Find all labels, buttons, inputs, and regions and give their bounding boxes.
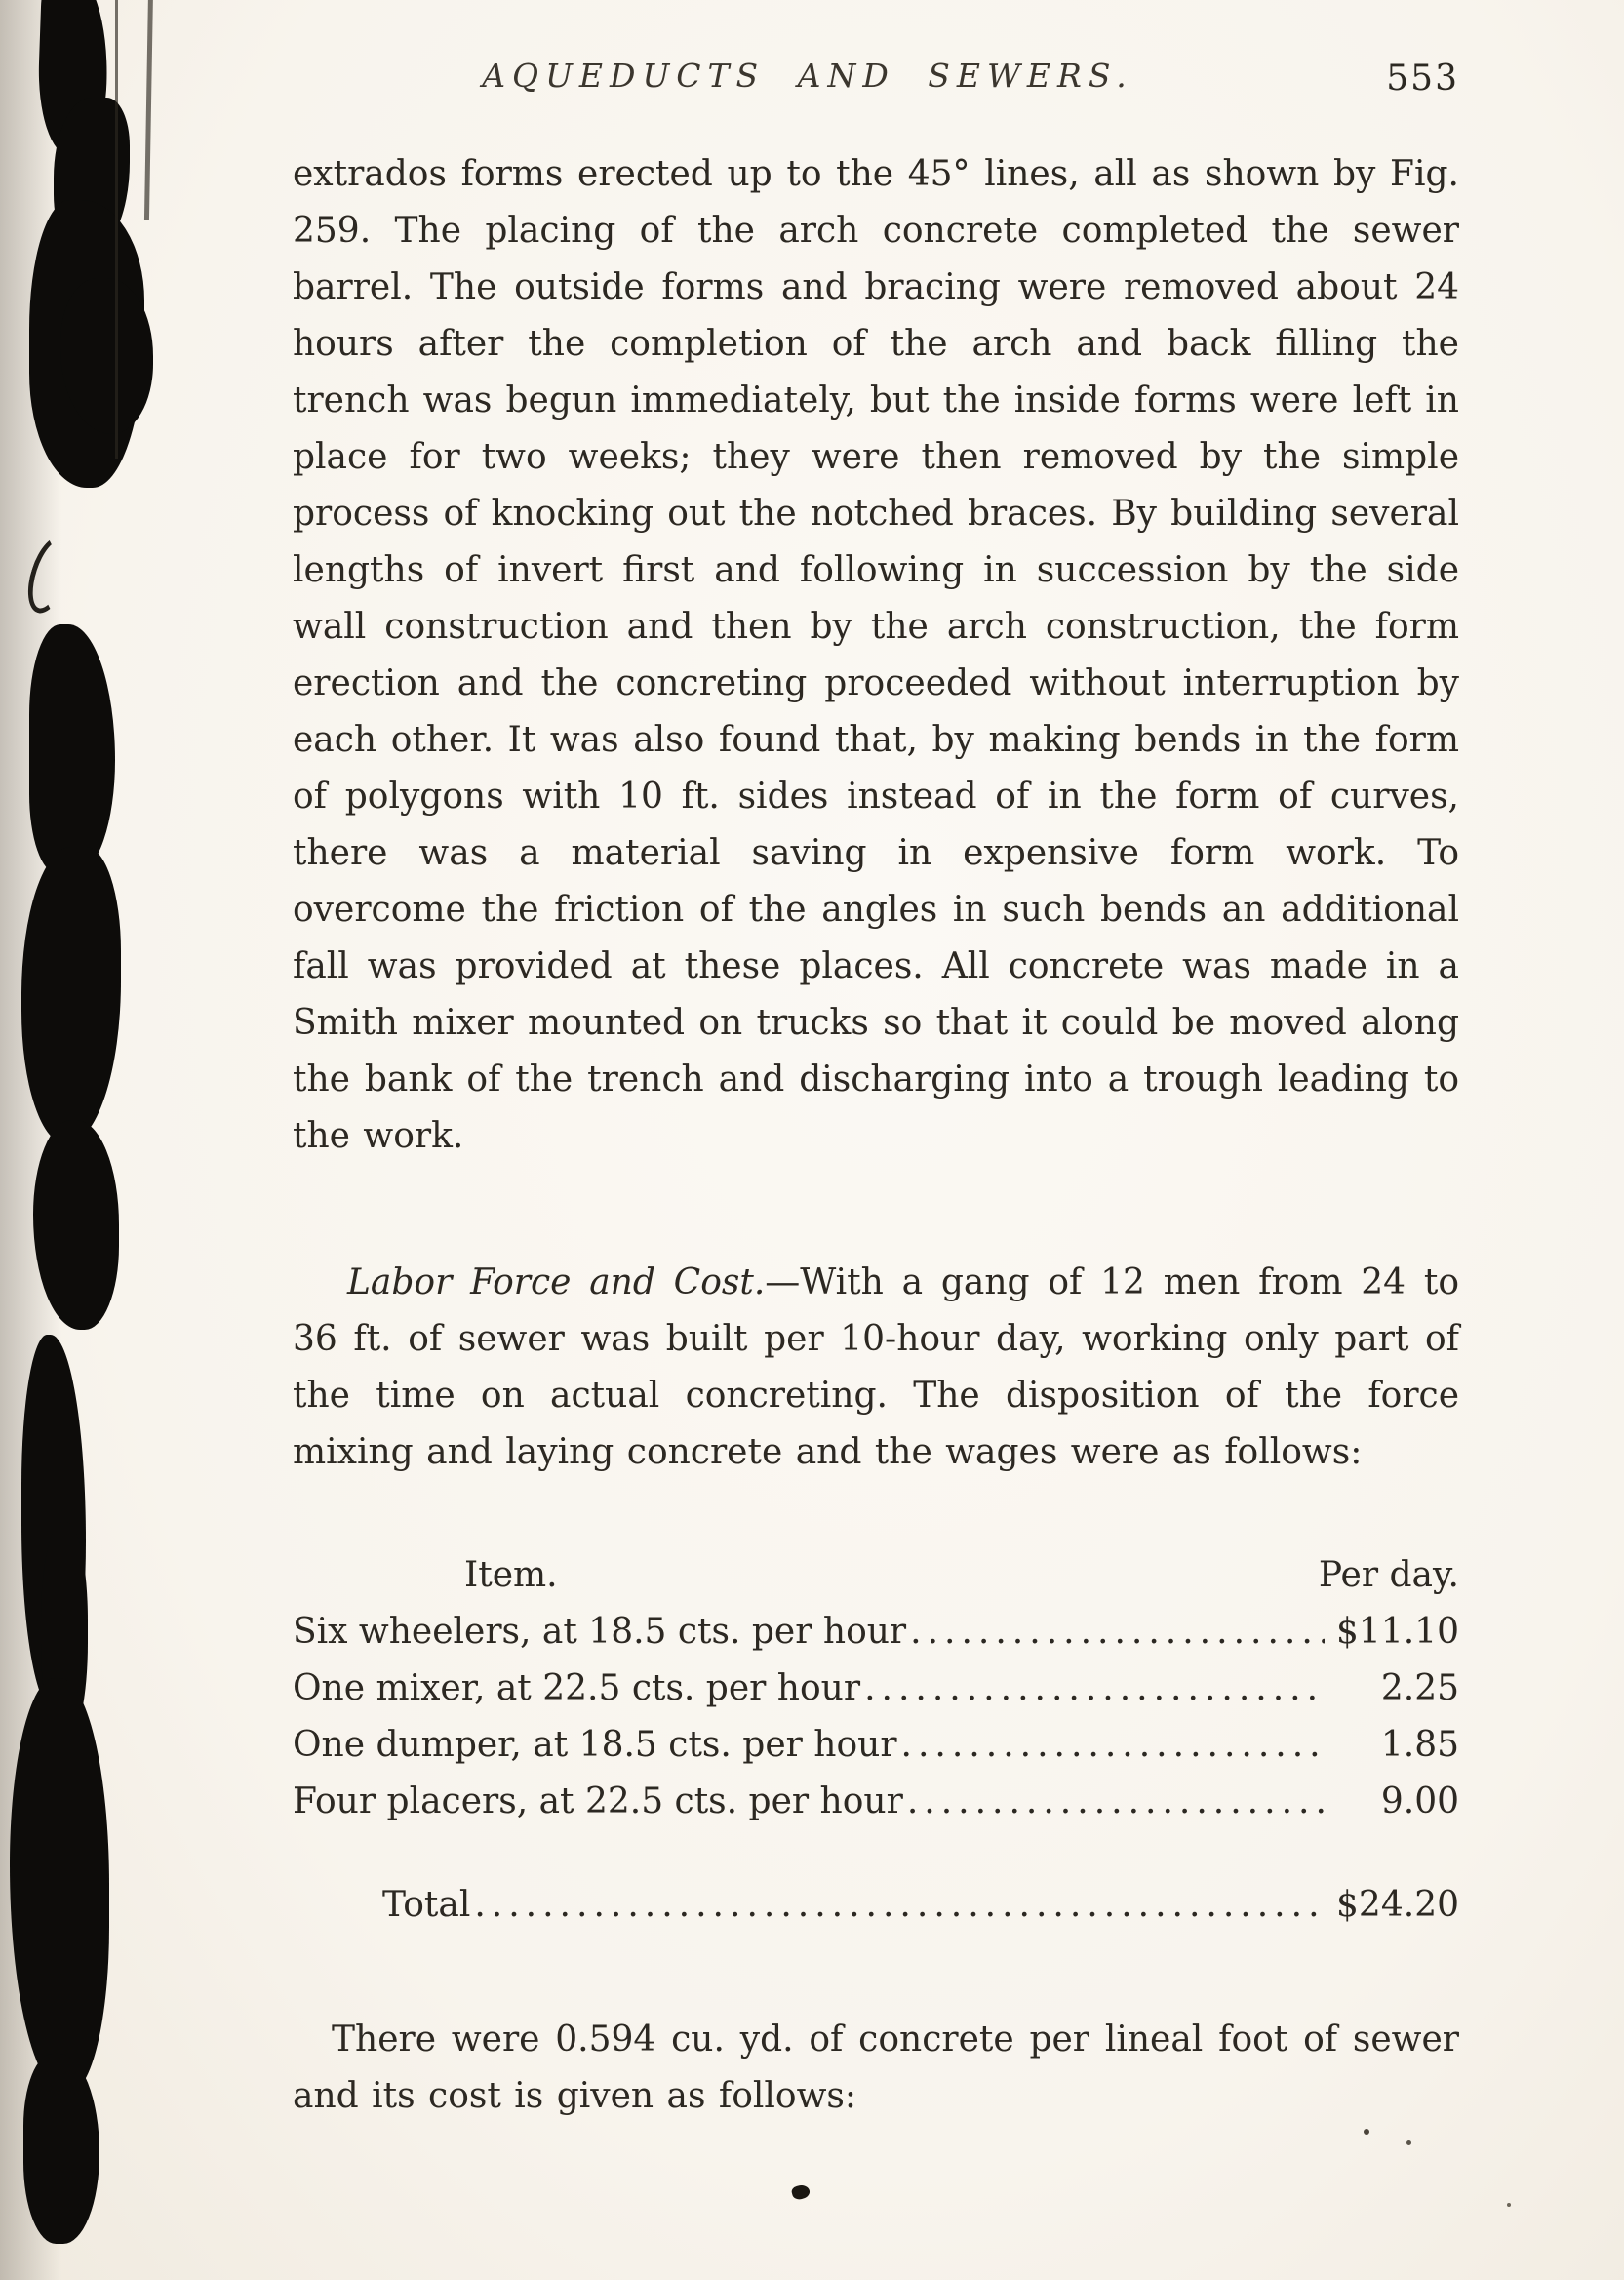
dot-leader xyxy=(860,1660,1325,1717)
row-label: One dumper, at 18.5 cts. per hour xyxy=(293,1725,897,1765)
paragraph-labor-force xyxy=(293,1255,1459,1481)
dot-leader xyxy=(903,1774,1325,1830)
paragraph-lead-italic: Labor Force and Cost. xyxy=(347,1262,766,1302)
dot-leader xyxy=(906,1604,1325,1660)
row-value: $11.10 xyxy=(1336,1612,1459,1652)
running-title: AQUEDUCTS AND SEWERS. xyxy=(482,57,1133,95)
ink-speck xyxy=(790,2183,811,2201)
ink-speck xyxy=(1507,2203,1511,2207)
spine-line xyxy=(115,0,118,459)
cost-table xyxy=(293,1547,1459,1934)
column-header-per-day: Per day. xyxy=(1318,1555,1459,1595)
row-value: 9.00 xyxy=(1380,1781,1459,1821)
table-row xyxy=(293,1774,1459,1830)
ink-blob xyxy=(23,2054,99,2244)
row-value: 1.85 xyxy=(1380,1725,1459,1765)
table-row xyxy=(293,1717,1459,1774)
spine-line xyxy=(144,0,153,220)
ink-speck xyxy=(1364,2129,1369,2135)
paragraph-lead-rest: —With a gang of 12 men from 24 to 36 ft. of sewer was built per 10-hour day, working only part of the time on actual concreting. The disposition of the force mixing and laying concrete and the wages were as follows: xyxy=(293,1262,1459,1472)
row-value: 2.25 xyxy=(1380,1668,1459,1708)
row-label: One mixer, at 22.5 cts. per hour xyxy=(293,1668,861,1708)
ink-speck xyxy=(1406,2140,1411,2145)
paragraph-construction: extrados forms erected up to the 45° lines, all as shown by Fig. 259. The placing of the arch concrete completed the sewer barrel. The outside forms and bracing were removed about 24 hours after the completion of the arch and back filling the trench was begun immediately, but the inside forms were left in place for two weeks; they were then removed by the simple process of knocking out the notched braces. By building several lengths of invert first and following in succession by the side wall construction and then by the arch construction, the form erection and the concreting proceeded without interruption by each other. It was also found that, by making bends in the form of polygons with 10 ft. sides instead of in the form of curves, there was a material saving in expensive form work. To overcome the friction of the angles in such bends an additional fall was provided at these places. All concrete was made in a Smith mixer mounted on trucks so that it could be moved along the bank of the trench and discharging into a trough leading to the work. xyxy=(293,154,1459,1156)
ink-blob xyxy=(29,624,115,873)
paragraph-concrete-cost: There were 0.594 cu. yd. of concrete per lineal foot of sewer and its cost is given as follows: xyxy=(293,2020,1459,2116)
page-content xyxy=(293,57,1459,2125)
cost-table-header xyxy=(293,1547,1459,1604)
ink-blob xyxy=(21,847,121,1144)
total-row xyxy=(293,1877,1459,1934)
table-row xyxy=(293,1660,1459,1717)
total-value: $24.20 xyxy=(1336,1885,1459,1925)
page-number: 553 xyxy=(1386,59,1459,99)
dot-leader xyxy=(897,1717,1325,1774)
row-label: Six wheelers, at 18.5 cts. per hour xyxy=(293,1612,907,1652)
page-header xyxy=(293,57,1459,117)
row-label: Four placers, at 22.5 cts. per hour xyxy=(293,1781,903,1821)
table-row xyxy=(293,1604,1459,1660)
column-header-item: Item. xyxy=(464,1555,558,1595)
dot-leader xyxy=(470,1877,1325,1934)
total-label: Total xyxy=(382,1885,471,1925)
